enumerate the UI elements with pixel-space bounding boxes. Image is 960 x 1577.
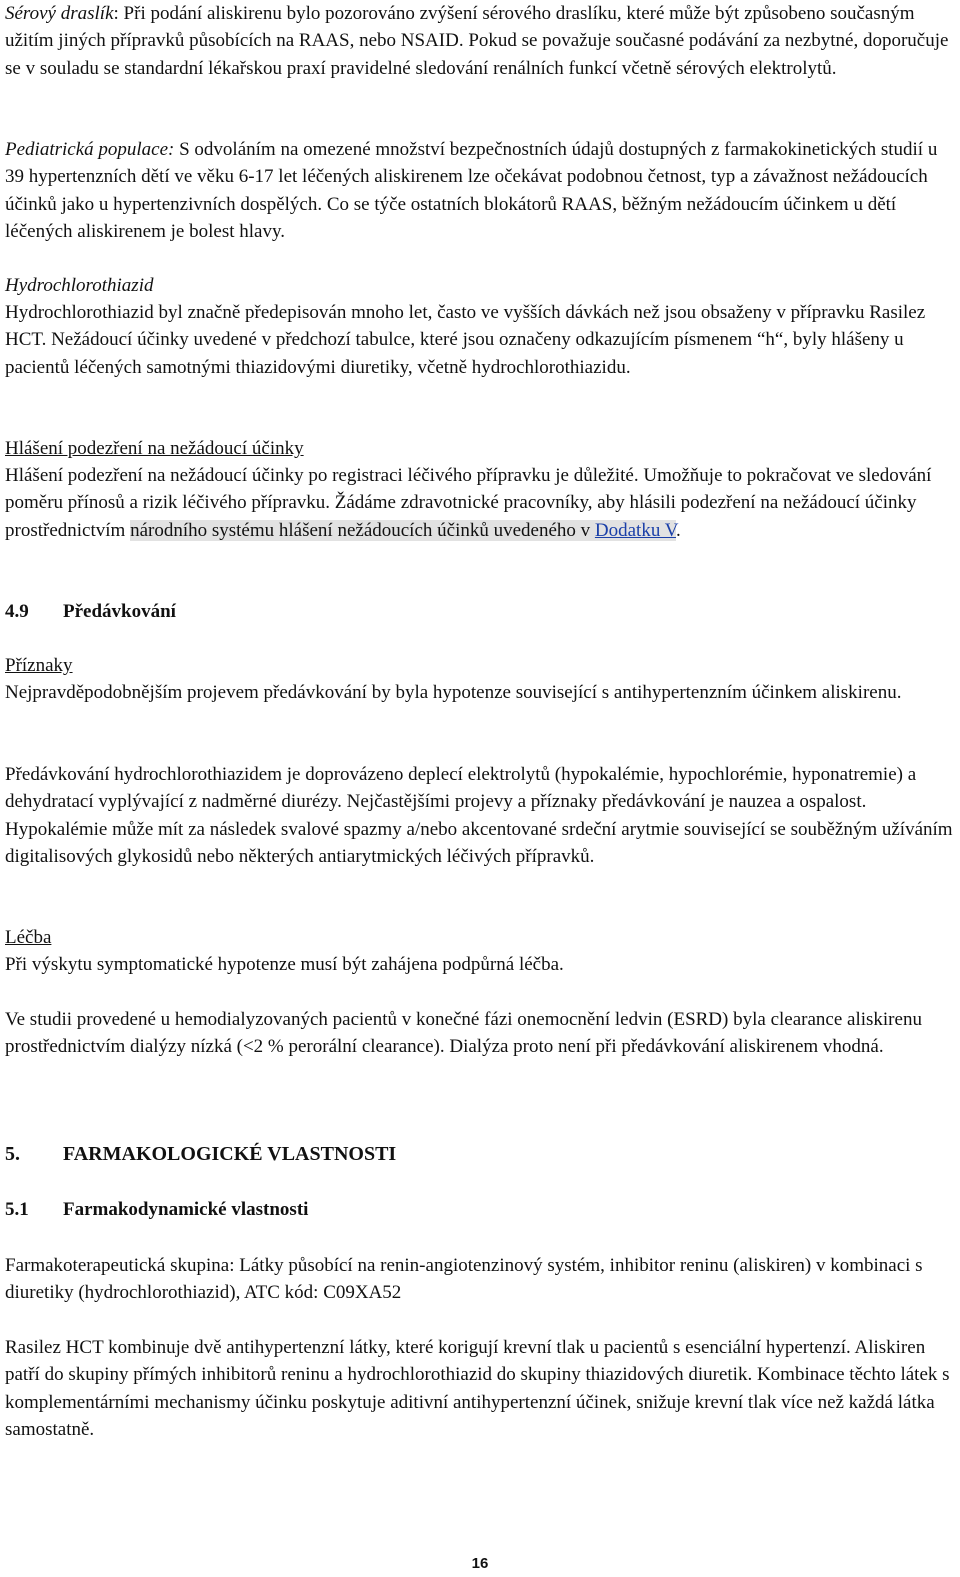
section-4-9-heading xyxy=(5,598,955,625)
report-highlight xyxy=(130,520,676,541)
treatment-heading: Léčba xyxy=(5,927,52,948)
treatment-paragraph-1: Při výskytu symptomatické hypotenze musí být zahájena podpůrná léčba. xyxy=(5,954,564,975)
section-4-9-title: Předávkování xyxy=(63,601,176,622)
section-5-heading xyxy=(5,1141,955,1168)
report-end: . xyxy=(676,519,681,541)
section-5-1-title: Farmakodynamické vlastnosti xyxy=(63,1199,309,1220)
pharma-description-paragraph: Rasilez HCT kombinuje dvě antihypertenzní látky, které korigují krevní tlak u pacientů s esenciální hypertenzí. Aliskiren patří do skupiny přímých inhibitorů reninu a hydrochlorothiazid do skupiny thiazidových diuretik. Kombinace těchto látek s komplementárními mechanismy účinku poskytuje aditivní antihypertenzní účinek, snižuje krevní tlak více než každá látka samostatně. xyxy=(5,1337,950,1440)
report-paragraph xyxy=(5,462,955,544)
section-5-number: 5. xyxy=(5,1143,20,1165)
symptoms-paragraph-2: Předávkování hydrochlorothiazidem je doprovázeno deplecí elektrolytů (hypokalémie, hypochlorémie, hyponatremie) a dehydratací vyplývající z nadměrné diurézy. Nejčastějšími projevy a příznaky předávkování je nauzea a ospalost. Hypokalémie může mít za následek svalové spazmy a/nebo akcentované srdeční arytmie související se souběžným užíváním digitalisových glykosidů nebo některých antiarytmických léčivých přípravků. xyxy=(5,764,953,867)
pediatric-text: S odvoláním na omezené množství bezpečnostních údajů dostupných z farmakokinetických studií u 39 hypertenzních dětí ve věku 6-17 let léčených aliskirenem lze očekávat podobnou četnost, typ a závažnost nežádoucích účinků jako u hypertenzivních dospělých. Co se týče ostatních blokátorů RAAS, běžným nežádoucím účinkem u dětí léčených aliskirenem je bolest hlavy. xyxy=(5,139,938,242)
pediatric-label: Pediatrická populace: xyxy=(5,139,175,160)
hctz-heading: Hydrochlorothiazid xyxy=(5,275,154,296)
serum-potassium-text: : Při podání aliskirenu bylo pozorováno zvýšení sérového draslíku, které může být způsobeno současným užitím jiných přípravků působících na RAAS, nebo NSAID. Pokud se považuje současné podávání za nezbytné, doporučuje se v souladu se standardní lékařskou praxí pravidelné sledování renálních funkcí včetně sérových elektrolytů. xyxy=(5,3,949,79)
report-text: Hlášení podezření na nežádoucí účinky po registraci léčivého přípravku je důležité. Umožňuje to pokračovat ve sledování poměru přínosů a rizik léčivého přípravku. Žádáme zdravotnické pracovníky, aby hlásili podezření na nežádoucí účinky prostřednictvím xyxy=(5,465,932,541)
section-5-1-number: 5.1 xyxy=(5,1199,29,1220)
pharma-group-paragraph: Farmakoterapeutická skupina: Látky působící na renin-angiotenzinový systém, inhibitor reninu (aliskiren) v kombinaci s diuretiky (hydrochlorothiazid), ATC kód: C09XA52 xyxy=(5,1255,923,1304)
report-heading: Hlášení podezření na nežádoucí účinky xyxy=(5,438,304,459)
pediatric-paragraph xyxy=(5,136,955,245)
report-highlight-text: národního systému hlášení nežádoucích účinků uvedeného v xyxy=(130,519,595,541)
serum-potassium-label: Sérový draslík xyxy=(5,3,114,24)
section-4-9-number: 4.9 xyxy=(5,601,29,622)
hctz-paragraph: Hydrochlorothiazid byl značně předepisován mnoho let, často ve vyšších dávkách než jsou obsaženy v přípravku Rasilez HCT. Nežádoucí účinky uvedené v předchozí tabulce, které jsou označeny odkazujícím písmenem “h“, byly hlášeny u pacientů léčených samotnými thiazidovými diuretiky, včetně hydrochlorothiazidu. xyxy=(5,302,926,378)
page-number: 16 xyxy=(471,1555,489,1572)
section-5-1-heading xyxy=(5,1196,955,1223)
appendix-v-link[interactable]: Dodatku V xyxy=(594,519,677,541)
section-5-title: FARMAKOLOGICKÉ VLASTNOSTI xyxy=(63,1143,397,1165)
symptoms-paragraph-1: Nejpravděpodobnějším projevem předávkování by byla hypotenze související s antihypertenzním účinkem aliskirenu. xyxy=(5,682,902,703)
treatment-paragraph-2: Ve studii provedené u hemodialyzovaných pacientů v konečné fázi onemocnění ledvin (ESRD) byla clearance aliskirenu prostřednictvím dialýzy nízká (<2 % perorální clearance). Dialýza proto není při předávkování aliskirenem vhodná. xyxy=(5,1009,922,1058)
symptoms-heading: Příznaky xyxy=(5,655,73,676)
serum-potassium-paragraph xyxy=(5,0,955,82)
